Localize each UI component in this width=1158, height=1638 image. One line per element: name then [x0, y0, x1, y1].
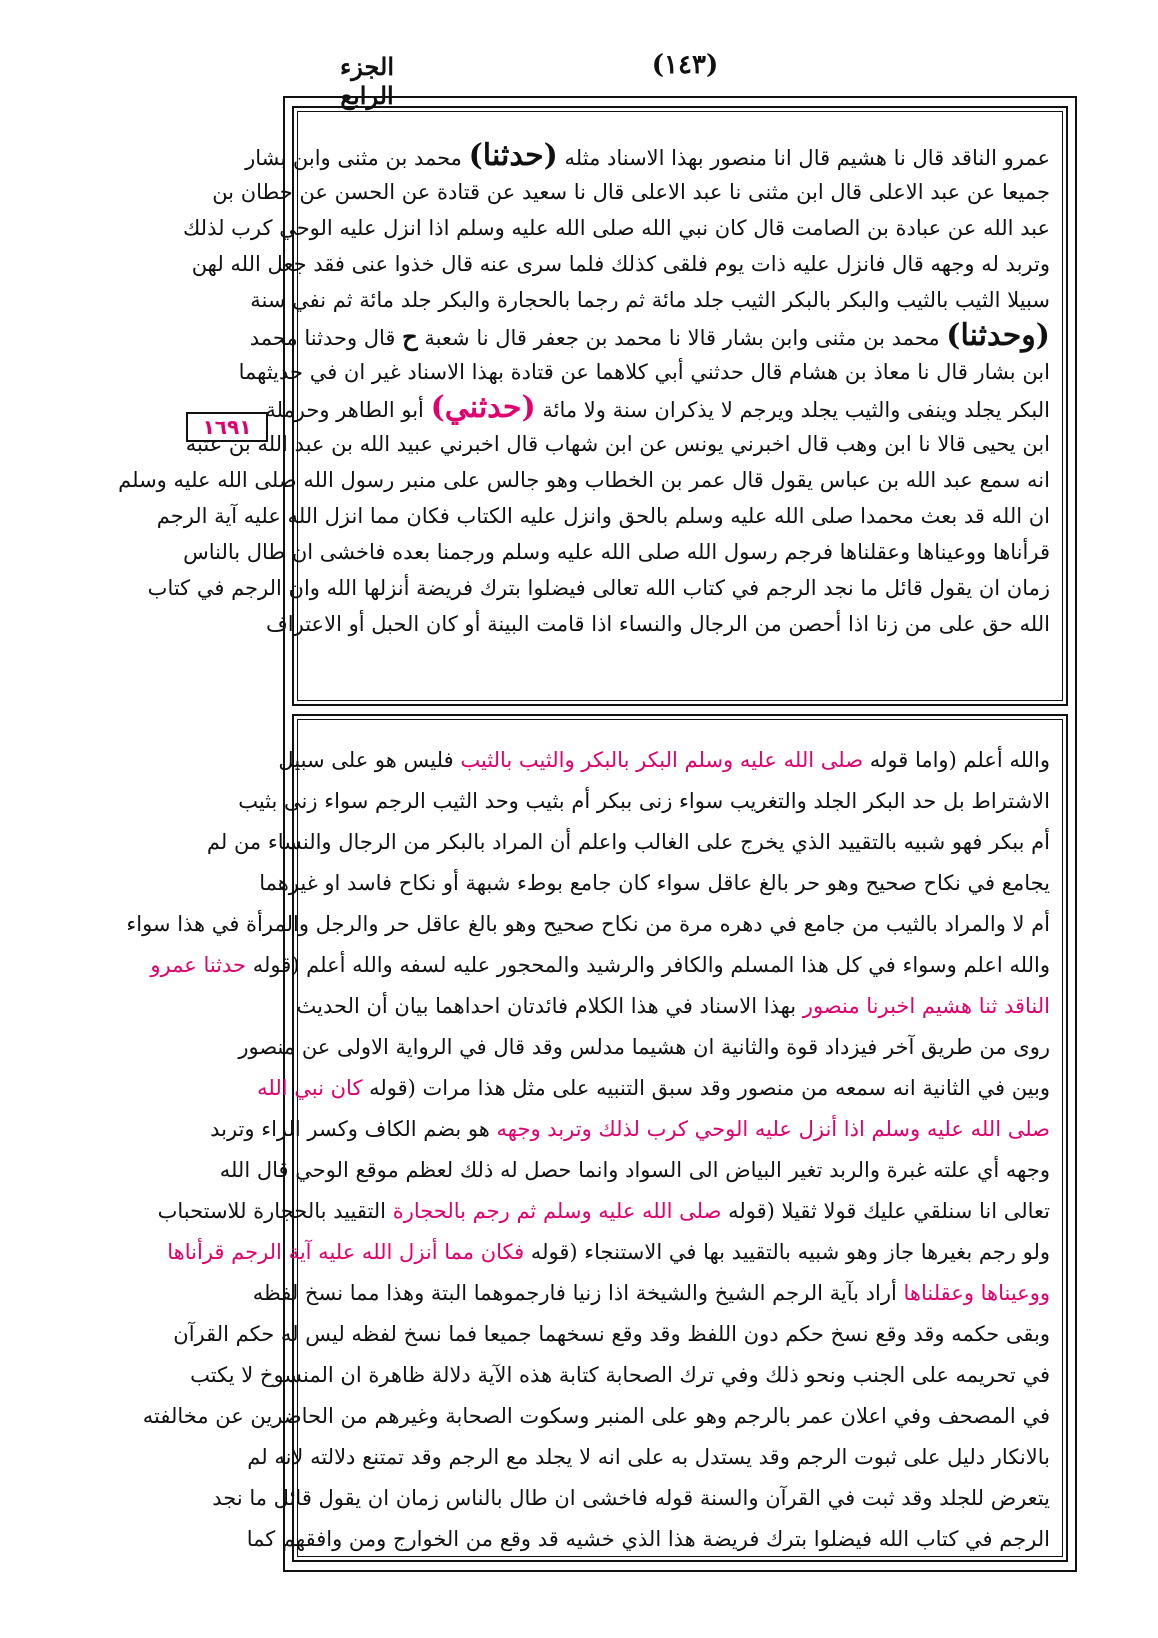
commentary-line [150, 945, 1050, 986]
hadith-line [250, 282, 1050, 318]
text-run: وبين في الثانية انه سمعه من منصور وقد سبق التنبيه على مثل هذا مرات (قوله [362, 1076, 1050, 1100]
highlighted-text: صلى الله عليه وسلم البكر بالبكر والثيب بالثيب [460, 748, 864, 772]
commentary-line [126, 904, 1050, 945]
text-run: في تحريمه على الجنب ونحو ذلك وفي ترك الصحابة كتابة هذه الآية دلالة ظاهرة ان المنسوخ لا يكتب [190, 1363, 1050, 1387]
highlighted-text: ووعيناها وعقلناها [903, 1281, 1050, 1305]
hadith-line [212, 174, 1050, 210]
highlighted-text: (وحدثنا) [946, 318, 1050, 353]
highlighted-text: صلى الله عليه وسلم اذا أنزل عليه الوحي كرب لذلك وتربد وجهه [496, 1117, 1050, 1141]
text-run: وجهه أي علته غبرة والربد تغير البياض الى السواد وانما حصل له ذلك لعظم موقع الوحي قال الله [219, 1158, 1050, 1182]
text-run: أم لا والمراد بالثيب من جامع في دهره مرة من نكاح صحيح وهو بالغ عاقل حر والرجل والمرأة في هذا سواء [126, 912, 1050, 936]
text-run: جميعا عن عبد الاعلى قال ابن مثنى نا عبد الاعلى قال نا سعيد عن قتادة عن الحسن عن حطان بن [212, 180, 1050, 204]
commentary-line [252, 1273, 1050, 1314]
text-run: أم ببكر فهو شبيه بالتقييد الذي يخرج على الغالب واعلم أن المراد بالبكر من الرجال والنساء من لم [206, 830, 1050, 854]
text-run: هو بضم الكاف وكسر الراء وتربد [210, 1117, 497, 1141]
text-run: قرأناها ووعيناها وعقلناها فرجم رسول الله صلى الله عليه وسلم ورجمنا بعده فاخشى ان طال بالناس [183, 540, 1050, 564]
hadith-line [249, 318, 1050, 354]
text-run: عبد الله عن عبادة بن الصامت قال كان نبي الله صلى الله عليه وسلم اذا انزل عليه الوحي كرب لذلك [182, 216, 1050, 240]
text-run: في المصحف وفي اعلان عمر بالرجم وهو على المنبر وسكوت الصحابة وغيرهم من الحاضرين عن مخالفته [142, 1404, 1050, 1428]
highlighted-text: حدثنا عمرو [150, 953, 247, 977]
highlighted-text: ح [402, 322, 418, 351]
text-run: انه سمع عبد الله بن عباس يقول قال عمر بن الخطاب وهو جالس على منبر رسول الله صلى الله عليه وسلم [118, 468, 1050, 492]
text-run: سبيلا الثيب بالثيب والبكر بالبكر الثيب جلد مائة ثم رجما بالحجارة والبكر جلد مائة ثم نفي سنة [250, 288, 1050, 312]
hadith-line [191, 246, 1050, 282]
text-run: عمرو الناقد قال نا هشيم قال انا منصور بهذا الاسناد مثله [557, 146, 1050, 170]
commentary-line [259, 863, 1050, 904]
text-run: أراد بآية الرجم الشيخ والشيخة اذا زنيا فارجموهما البتة وهذا مما نسخ لفظه [252, 1281, 904, 1305]
part-title: الجزء الرابع [340, 52, 394, 110]
commentary-line [278, 740, 1050, 781]
text-run: فليس هو على سبيل [278, 748, 461, 772]
commentary-line [238, 1027, 1050, 1068]
text-run: محمد بن مثنى وابن بشار قالا نا محمد بن جعفر قال نا شعبة [417, 326, 947, 350]
text-run: تعالى انا سنلقي عليك قولا ثقيلا (قوله [721, 1199, 1050, 1223]
commentary-line [247, 1437, 1050, 1478]
commentary-line [296, 986, 1050, 1027]
hadith-line [266, 606, 1050, 642]
text-run: ابن يحيى قالا نا ابن وهب قال اخبرني يونس عن ابن شهاب قال اخبرني عبيد الله بن عبد الله بن عتبة [185, 432, 1050, 456]
text-run: يجامع في نكاح صحيح وهو حر بالغ عاقل سواء كان جامع بوطء شبهة أو نكاح فاسد او غيرهما [259, 871, 1050, 895]
hadith-line [238, 354, 1050, 390]
commentary-lines [126, 740, 1050, 1560]
commentary-line [190, 1355, 1050, 1396]
text-run: الله حق على من زنا اذا أحصن من الرجال والنساء اذا قامت البينة أو كان الحبل أو الاعتراف [266, 612, 1050, 636]
text-run: زمان ان يقول قائل ما نجد الرجم في كتاب الله تعالى فيضلوا بترك فريضة أنزلها الله وان الرجم في كتاب [147, 576, 1050, 600]
hadith-line [147, 570, 1050, 606]
commentary-line [157, 1191, 1050, 1232]
text-run: أبو الطاهر وحرملة [265, 398, 431, 422]
text-run: ابن بشار قال نا معاذ بن هشام قال حدثني أبي كلاهما عن قتادة بهذا الاسناد غير ان في حديثهما [238, 360, 1050, 384]
text-run: والله اعلم وسواء في كل هذا المسلم والكافر والرشيد والمحجور عليه لسفه والله أعلم (قوله [246, 953, 1050, 977]
text-run: محمد بن مثنى وابن بشار [245, 146, 469, 170]
hadith-line [265, 390, 1050, 426]
text-run: ان الله قد بعث محمدا صلى الله عليه وسلم بالحق وانزل عليه الكتاب فكان مما انزل الله عليه آية الرجم [156, 504, 1050, 528]
commentary-line [212, 1478, 1050, 1519]
text-run: الاشتراط بل حد البكر الجلد والتغريب سواء زنى ببكر أم بثيب وحد الثيب الرجم سواء زنى بثيب [238, 789, 1050, 813]
text-run: بالانكار دليل على ثبوت الرجم وقد يستدل به على انه لا يجلد مع الرجم وقد تمتنع دلالته لانه لم [247, 1445, 1050, 1469]
commentary-line [206, 822, 1050, 863]
hadith-line [245, 138, 1050, 174]
text-run: روى من طريق آخر فيزداد قوة والثانية ان هشيما مدلس وقد قال في الرواية الاولى عن منصور [238, 1035, 1050, 1059]
highlighted-text: الناقد ثنا هشيم اخبرنا منصور [802, 994, 1050, 1018]
highlighted-text: فكان مما أنزل الله عليه آية الرجم قرأناها [167, 1240, 525, 1264]
commentary-line [142, 1396, 1050, 1437]
commentary-line [238, 781, 1050, 822]
highlighted-text: (حدثني) [430, 390, 536, 425]
commentary-line [210, 1109, 1050, 1150]
text-run: وبقى حكمه وقد وقع نسخ حكم دون اللفظ وقد وقع نسخهما جميعا فما نسخ لفظه ليس له حكم القرآن [173, 1322, 1050, 1346]
text-run: التقييد بالحجارة للاستحباب [157, 1199, 393, 1223]
commentary-line [167, 1232, 1050, 1273]
text-run: وتربد له وجهه قال فانزل عليه ذات يوم فلقى كذلك فلما سرى عنه قال خذوا عنى فقد جعل الله لهن [191, 252, 1050, 276]
commentary-text-box [126, 714, 1068, 1562]
text-run: ولو رجم بغيرها جاز وهو شبيه بالتقييد بها في الاستنجاء (قوله [524, 1240, 1050, 1264]
highlighted-text: (حدثنا) [468, 138, 558, 173]
highlighted-text: صلى الله عليه وسلم ثم رجم بالحجارة [392, 1199, 722, 1223]
hadith-number-label: ١٦٩١ [186, 412, 268, 442]
highlighted-text: كان نبي الله [257, 1076, 363, 1100]
commentary-line [173, 1314, 1050, 1355]
text-run: قال وحدثنا محمد [249, 326, 403, 350]
hadith-line [118, 462, 1050, 498]
text-run: الرجم في كتاب الله فيضلوا بترك فريضة هذا الذي خشيه قد وقع من الخوارج ومن وافقهم كما [246, 1527, 1050, 1551]
hadith-line [182, 210, 1050, 246]
commentary-line [246, 1519, 1050, 1560]
commentary-line [257, 1068, 1050, 1109]
hadith-line [156, 498, 1050, 534]
text-run: بهذا الاسناد في هذا الكلام فائدتان احداهما بيان أن الحديث [296, 994, 803, 1018]
text-run: والله أعلم (واما قوله [863, 748, 1050, 772]
text-run: البكر يجلد وينفى والثيب يجلد ويرجم لا يذكران سنة ولا مائة [535, 398, 1050, 422]
hadith-line [183, 534, 1050, 570]
commentary-line [219, 1150, 1050, 1191]
text-run: يتعرض للجلد وقد ثبت في القرآن والسنة قوله فاخشى ان طال بالناس زمان ان يقول قائل ما نجد [212, 1486, 1050, 1510]
page-number: (١٤٣) [651, 50, 719, 80]
